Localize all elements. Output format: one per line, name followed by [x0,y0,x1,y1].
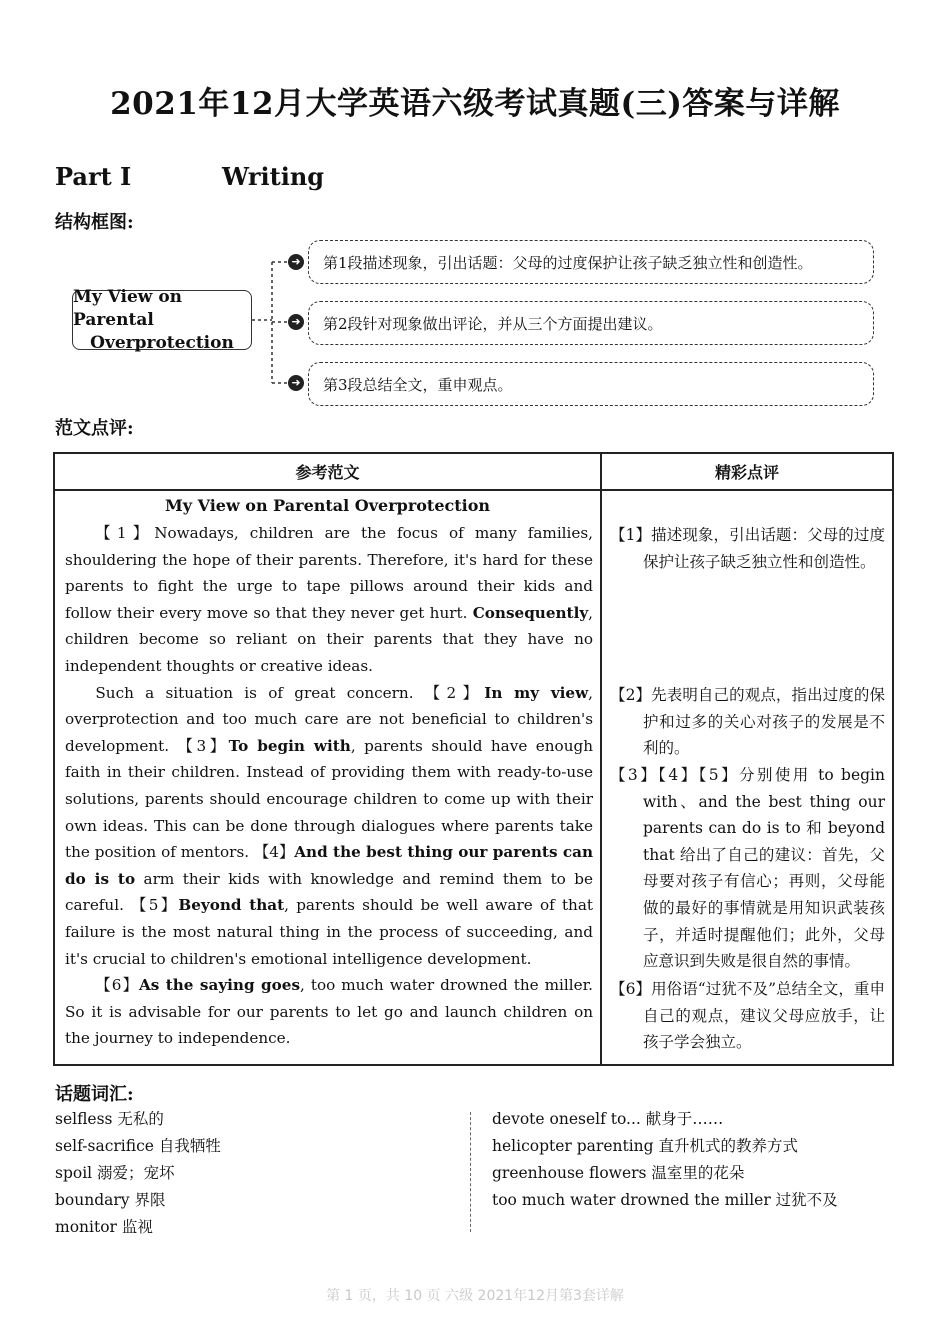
table-header-rule [53,489,894,491]
branch-2-text: 第2段针对现象做出评论，并从三个方面提出建议。 [323,314,663,333]
branch-1-text: 第1段描述现象，引出话题：父母的过度保护让孩子缺乏独立性和创造性。 [323,253,813,272]
part-label: Part Ⅰ [55,162,132,191]
vocab-item: too much water drowned the miller 过犹不及 [492,1191,838,1209]
vocab-divider [470,1112,471,1232]
vocab-item: monitor 监视 [55,1218,153,1236]
essay-title: My View on Parental Overprotection [164,496,491,515]
vocab-item: helicopter parenting 直升机式的教养方式 [492,1137,798,1155]
center-line-2: Overprotection [90,332,234,353]
vocab-item: devote oneself to... 献身于…… [492,1110,724,1128]
arrow-right-icon: ➜ [288,254,304,270]
arrow-right-icon: ➜ [288,314,304,330]
comment-4: 【6】用俗语“过犹不及”总结全文，重申自己的观点，建议父母应放手，让孩子学会独立。 [610,980,885,1052]
diagram-branch-2 [308,301,874,345]
branch-3-text: 第3段总结全文，重申观点。 [323,375,513,394]
essay-paragraph-3: 【6】As the saying goes, too much water drowned the miller. So it is advisable for our parents to let go and launch children on the journey to independence. [65,976,593,1048]
diagram-branch-1 [308,240,874,284]
center-line-1: My View on Parental [73,286,183,330]
vocab-item: selfless 无私的 [55,1110,164,1128]
table-header-comments: 精彩点评 [714,463,779,482]
vocab-item: self-sacrifice 自我牺牲 [55,1137,221,1155]
vocab-item: boundary 界限 [55,1191,166,1209]
structure-label: 结构框图: [55,212,134,233]
diagram-center-box [72,286,252,353]
essay-paragraph-1: 【1】Nowadays, children are the focus of many families, shouldering the hope of their parents. Therefore, it's hard for these parents to fight the urge to tape pillows around their kids and follow their every move so that they never get hurt. Consequently, children become so reliant on their parents that they have no independent thoughts or creative ideas. [65,524,594,675]
essay-paragraph-2: Such a situation is of great concern. 【2】In my view, overprotection and too much care are not beneficial to children's development. 【3】To begin with, parents should have enough faith in their children. Instead of providing them with ready-to-use solutions, parents should encourage children to come up with their own ideas. This can be done through dialogues where parents take the position of mentors. 【4】And the best thing our parents can do is to arm their kids with knowledge and remind them to be careful. 【5】Beyond that, parents should be well aware of that failure is the most natural thing in the process of succeeding, and it's crucial to children's emotional intelligence development. [65,683,593,968]
table-header-essay: 参考范文 [295,463,360,482]
page-title: 2021年12月大学英语六级考试真题(三)答案与详解 [110,86,840,122]
vocab-item: spoil 溺爱；宠坏 [55,1164,175,1182]
comment-1: 【1】描述现象，引出话题：父母的过度保护让孩子缺乏独立性和创造性。 [610,526,885,571]
table-column-divider [600,452,602,1066]
review-label: 范文点评: [55,418,134,439]
essay-body [65,520,593,1052]
arrow-right-icon: ➜ [288,375,304,391]
diagram-branch-3 [308,362,874,406]
comment-2: 【2】先表明自己的观点，指出过度的保护和过多的关心对孩子的发展是不利的。 [610,686,885,758]
vocab-right-list [492,1106,838,1214]
comment-3: 【3】【4】【5】分别使用 to begin with、and the best thing our parents can do is to 和 beyond that 给出了自己的建议：首先，父母要对孩子有信心；再则，父母能做的最好的事情就是用知识武装孩子，并适时提醒他们；此外，父母应意识到失败是很自然的事情。 [610,766,885,971]
vocab-left-list [55,1106,221,1241]
vocab-item: greenhouse flowers 温室里的花朵 [492,1164,745,1182]
vocab-label: 话题词汇: [55,1084,134,1105]
part-name: Writing [222,162,325,191]
page-footer: 第 1 页，共 10 页 六级 2021年12月第3套详解 [326,1288,624,1304]
